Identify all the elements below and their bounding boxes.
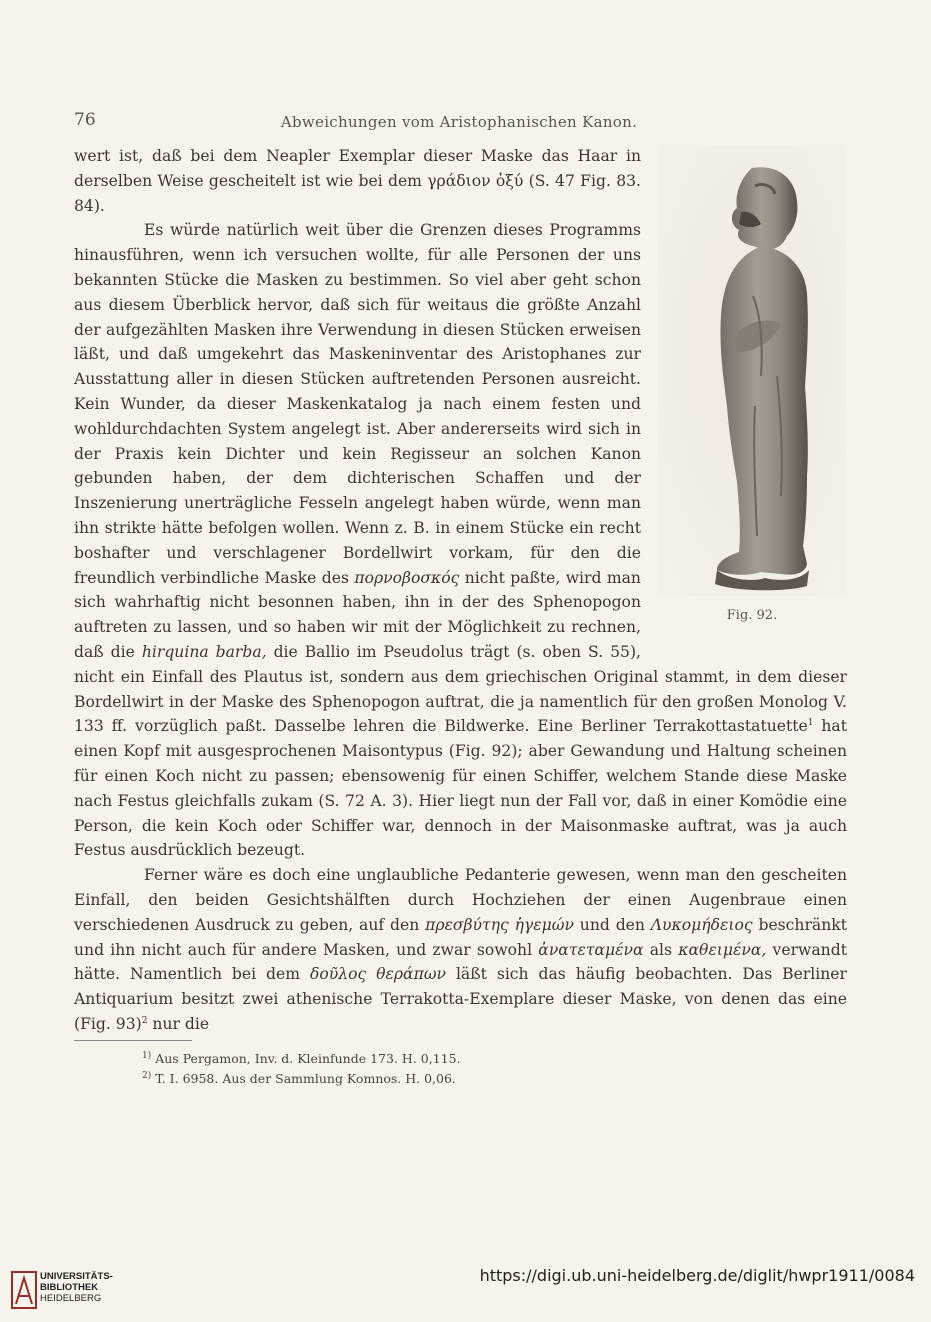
paragraph-3-text-f: läßt sich das häufig beobachten. Das Berliner Antiquarium besitzt zwei athenische Terrakotta-Exemplare dieser Maske, von denen das eine (Fig. 93) xyxy=(74,965,847,1033)
paragraph-3-text-g: nur die xyxy=(152,1014,210,1033)
latin-term: hirquina barba, xyxy=(141,642,267,661)
library-name-line-3: HEIDELBERG xyxy=(40,1293,102,1304)
library-name-line-1: UNIVERSITÄTS- xyxy=(40,1271,113,1282)
paragraph-2-text-c: die Ballio im Pseudolus trägt (s. oben S. 55), nicht ein Einfall des Plautus ist, sondern aus dem griechischen Original stammt, in dem dieser Bordellwirt in der Maske des Sphenopogon auftrat, die ja namentlich für den großen Monolog V. 133 ff. vorzüglich paßt. Dasselbe lehren die Bildwerke. Eine Berliner Terrakottastatuette xyxy=(74,642,847,736)
page-header xyxy=(74,110,844,134)
paragraph-3-text-b: und den xyxy=(579,915,645,934)
footnotes xyxy=(142,1049,792,1089)
library-name-line-2: BIBLIOTHEK xyxy=(40,1282,99,1293)
footnote-text: Aus Pergamon, Inv. d. Kleinfunde 173. H. 0,115. xyxy=(155,1051,461,1066)
terracotta-statuette-image xyxy=(657,146,847,596)
paragraph-3 xyxy=(74,863,847,1037)
figure-caption: Fig. 92. xyxy=(726,608,778,623)
paragraph-2-text-d: hat einen Kopf mit ausgesprochenen Maisontypus (Fig. 92); aber Gewandung und Haltung scheinen für einen Koch nicht zu passen; ebensowenig für einen Schiffer, welchem Stande diese Maske nach Festus gleichfalls zukam (S. 72 A. 3). Hier liegt nun der Fall vor, daß in einer Komödie eine Person, die kein Koch oder Schiffer war, dennoch in der Maisonmaske auftrat, was ja auch Festus ausdrücklich bezeugt. xyxy=(74,717,847,860)
footnote-text: T. I. 6958. Aus der Sammlung Komnos. H. 0,06. xyxy=(155,1071,456,1086)
paragraph-2-text-b: nicht paßte, wird man sich wahrhaftig nicht besonnen haben, ihn in der des Sphenopogon auftreten zu lassen, und so haben wir mit der Möglichkeit zu rechnen, daß die xyxy=(74,568,641,661)
body-text xyxy=(74,144,847,1037)
greek-term: Λυκομήδειος xyxy=(650,915,753,934)
greek-term: δοῦλος θεράπων xyxy=(309,965,447,984)
paragraph-2-text-a: Es würde natürlich weit über die Grenzen dieses Programms hinausführen, wenn ich versuchen wollte, für alle Personen der uns bekannten Stücke die Masken zu bestimmen. So viel aber geht schon aus diesem Überblick hervor, daß sich für weitaus die größte Anzahl der aufgezählten Masken ihre Verwendung in diesen Stücken erweisen läßt, und daß umgekehrt das Maskeninventar des Aristophanes zur Ausstattung aller in diesen Stücken auftretenden Personen ausreicht. Kein Wunder, da dieser Maskenkatalog ja nach einem festen und wohldurchdachten System angelegt ist. Aber andererseits wird sich in der Praxis kein Dichter und kein Regisseur an solchen Kanon gebunden haben, der dem dichterischen Schaffen und der Inszenierung unerträgliche Fesseln angelegt haben würde, wenn man ihn strikte hätte befolgen wollen. Wenn z. B. in einem Stücke ein recht boshafter und verschlagener Bordellwirt vorkam, für den die freundlich verbindliche Maske des xyxy=(74,221,641,587)
running-title: Abweichungen vom Aristophanischen Kanon. xyxy=(280,113,638,131)
paragraph-1: wert ist, daß bei dem Neapler Exemplar dieser Maske das Haar in derselben Weise gescheitelt ist wie bei dem γράδιον ὀξύ (S. 47 Fig. 83. 84). xyxy=(74,147,641,215)
greek-term: καθειμένα, xyxy=(678,940,767,959)
greek-term: ἀνατεταμένα xyxy=(538,940,644,959)
footnote-2 xyxy=(142,1069,792,1089)
paragraph-3-text-d: als xyxy=(649,940,673,959)
footnote-1 xyxy=(142,1049,792,1069)
figure-92 xyxy=(657,146,847,656)
footnote-ref-2: 2 xyxy=(141,1015,148,1026)
greek-term: πορνοβοσκός xyxy=(354,568,460,587)
source-url[interactable]: https://digi.ub.uni-heidelberg.de/diglit/hwpr1911/0084 xyxy=(479,1266,915,1285)
page-number: 76 xyxy=(74,110,96,130)
paragraph-3-text-a: Ferner wäre es doch eine unglaubliche Pedanterie gewesen, wenn man den gescheiten Einfall, den beiden Gesichtshälften durch Hochziehen der einen Augenbraue einen verschiedenen Ausdruck zu geben, auf den xyxy=(74,866,847,934)
library-name xyxy=(40,1271,113,1304)
paragraph-3-text-e: verwandt hätte. Namentlich bei dem xyxy=(74,940,847,984)
footnote-mark: 1) xyxy=(142,1050,152,1061)
greek-term: πρεσβύτης ἡγεμών xyxy=(425,915,574,934)
footnote-divider xyxy=(74,1040,192,1041)
footnote-ref-1: 1 xyxy=(807,718,814,729)
paragraph-3-text-c: beschränkt und ihn nicht auch für andere Masken, und zwar sowohl xyxy=(74,915,847,959)
footnote-mark: 2) xyxy=(142,1070,152,1081)
